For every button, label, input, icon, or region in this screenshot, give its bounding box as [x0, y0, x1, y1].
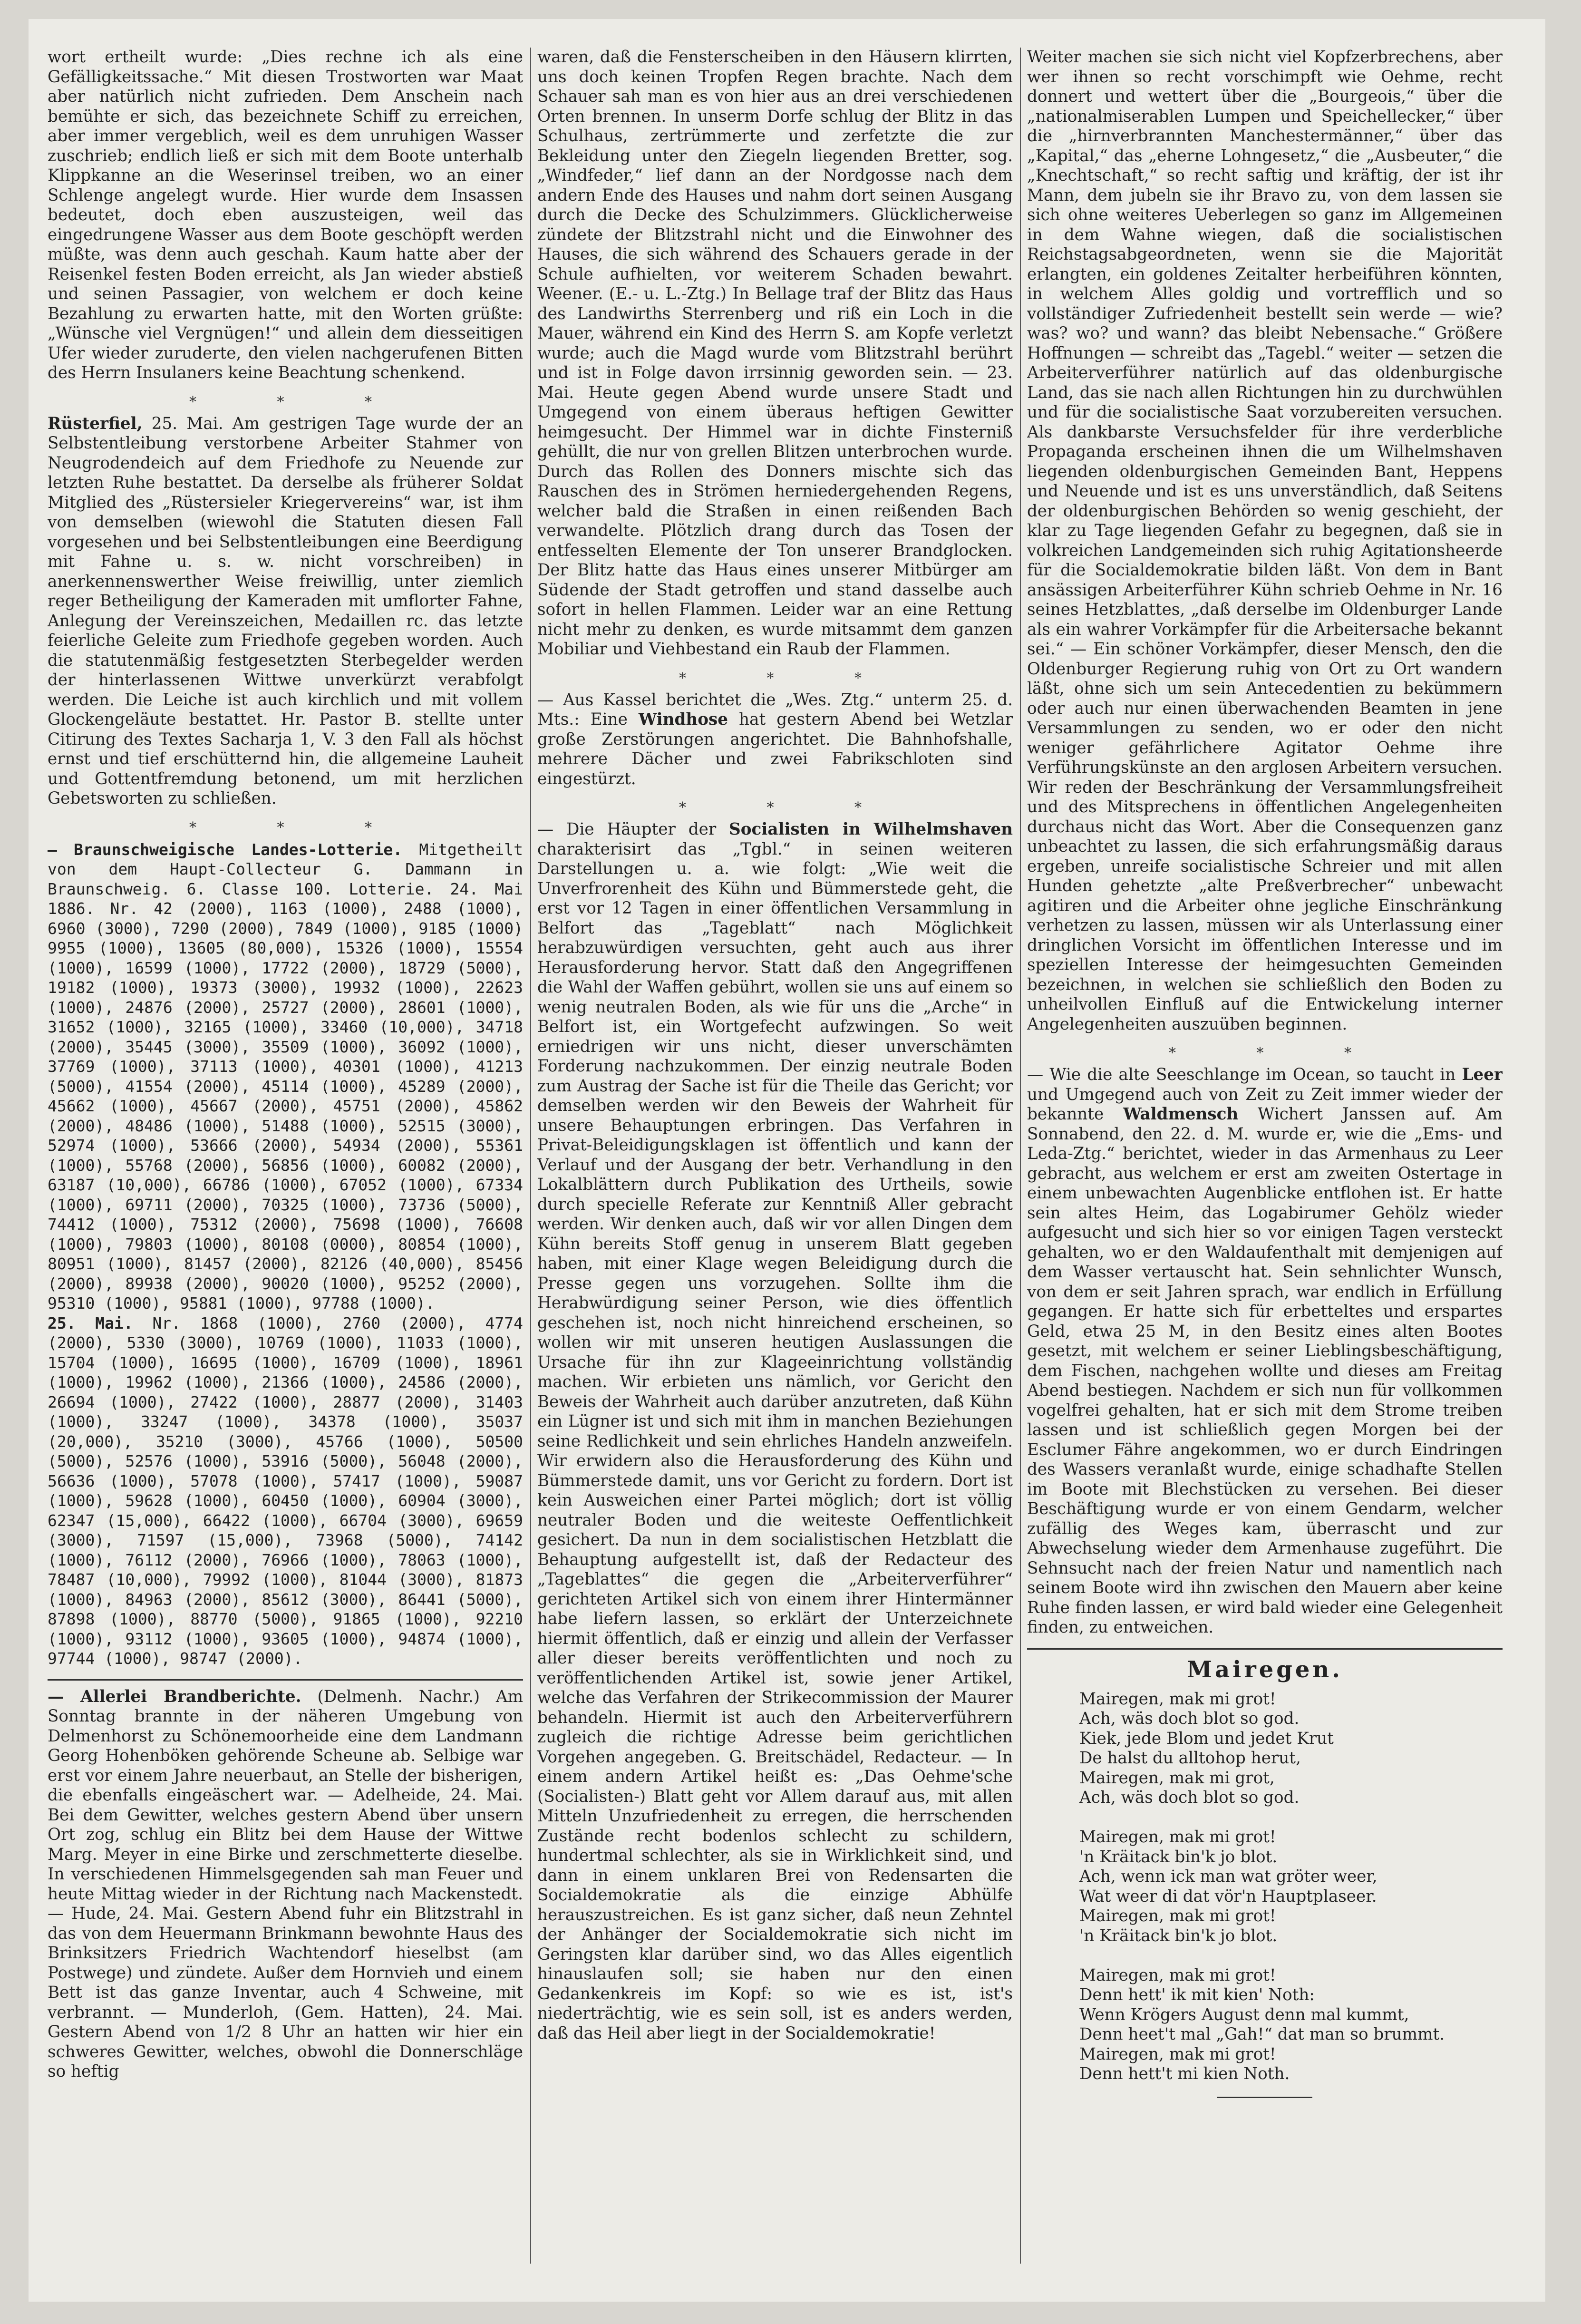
article-headline: Waldmensch: [1123, 1105, 1239, 1124]
section-divider: [48, 1679, 523, 1681]
article-windhose: [537, 690, 1013, 789]
article-headline: Windhose: [638, 710, 728, 729]
article-ruestersiel: [48, 414, 523, 809]
article-fire-reports: [48, 1687, 523, 2082]
section-stars: * * *: [189, 819, 410, 836]
article-text: [48, 1687, 523, 2082]
article-body: 25. Mai. Am gestrigen Tage wurde der an Selbstentleibung verstorbene Arbeiter Stahmer von Neugrodendeich auf dem Friedhofe zu Neuende zur letzten Ruhe bestattet. Da derselbe als früherer Soldat Mitglied des „Rüstersieler Kriegervereins“ war, ist ihm von demselben (wiewohl die Statuten diesen Fall vorgesehen und bei Selbstentleibungen eine Beerdigung mit Fahne u. s. w. nicht vorschreiben) in anerkennenswerther Weise freiwillig, unter ziemlich reger Betheiligung der Kameraden mit umflorter Fahne, Anlegung der Vereinszeichen, Medaillen rc. das letzte feierliche Geleite zum Friedhofe gegeben worden. Auch die statutenmäßig festgesetzten Sterbegelder werden der hinterlassenen Wittwe unverkürzt verabfolgt werden. Die Leiche ist auch kirchlich und mit vollem Glockengeläute bestattet. Hr. Pastor B. stellte unter Citirung des Textes Sacharja 1, V. 3 den Fall als höchst ernst und tief erschütternd hin, die allgemeine Lauheit und Gottentfremdung betonend, um mit herzlichen Gebetsworten zu schließen.: [48, 414, 523, 808]
article-headline: — Allerlei Brandberichte.: [48, 1687, 301, 1706]
article-socialists-cont: [1027, 48, 1503, 1034]
article-headline: — Braunschweigische Landes-Lotterie.: [48, 840, 403, 859]
article-headline: Rüsterfiel,: [48, 414, 143, 433]
column-rule: [530, 48, 531, 2264]
lottery-results-24-may: Mitgetheilt von dem Haupt-Collecteur G. Dammann in Braunschweig. 6. Classe 100. Lotterie. 24. Mai 1886. Nr. 42 (2000), 1163 (1000), 2488 (1000), 6960 (3000), 7290 (2000), 7849 (1000), 9185 (1000) 9955 (1000), 13605 (80,000), 15326 (1000), 15554 (1000), 16599 (1000), 17722 (2000), 18729 (5000), 19182 (1000), 19373 (3000), 19932 (1000), 22623 (1000), 24876 (2000), 25727 (2000), 28601 (1000), 31652 (1000), 32165 (1000), 33460 (10,000), 34718 (2000), 35445 (3000), 35509 (1000), 36092 (1000), 37769 (1000), 37113 (1000), 40301 (1000), 41213 (5000), 41554 (2000), 45114 (1000), 45289 (2000), 45662 (1000), 45667 (2000), 45751 (2000), 45862 (2000), 48486 (1000), 51488 (1000), 52515 (3000), 52974 (1000), 53666 (2000), 54934 (2000), 55361 (1000), 55768 (2000), 56856 (1000), 60082 (2000), 63187 (10,000), 66786 (1000), 67052 (1000), 67334 (1000), 69711 (2000), 70325 (1000), 73736 (5000), 74412 (1000), 75312 (2000), 75698 (1000), 76608 (1000), 79803 (1000), 80108 (0000), 80854 (1000), 80951 (1000), 81457 (2000), 82126 (40,000), 85456 (2000), 89938 (2000), 90020 (1000), 95252 (2000), 95310 (1000), 95881 (1000), 97788 (1000).: [48, 840, 523, 1313]
article-waldmensch: [1027, 1065, 1503, 1638]
article-text: Weiter machen sie sich nicht viel Kopfzerbrechens, aber wer ihnen so recht vorschimpft wie Oehme, recht donnert und wettert über die „Bourgeois,“ über die „nationalmiserablen Lumpen und Speichellecker,“ über die „hirnverbrannten Manchestermänner,“ über das „Kapital,“ das „eherne Lohngesetz,“ die „Ausbeuter,“ die „Knechtschaft,“ so recht saftig und kräftig, der ist ihr Mann, dem jubeln sie ihr Bravo zu, von dem lassen sie sich ohne weiteres Ueberlegen so ganz im Allgemeinen in dem Wahne wiegen, daß die socialistischen Reichstagsabgeordneten, wenn sie die Majorität erlangten, ein goldenes Zeitalter herbeiführen könnten, in welchem Alles goldig und vortrefflich und so vollständiger Zufriedenheit bestellt sein werde — wie? was? wo? und wann? das bleibt Nebensache.“ Größere Hoffnungen — schreibt das „Tagebl.“ weiter — setzen die Arbeiterverführer natürlich auf das oldenburgische Land, das sie nach allen Richtungen hin zu durchwühlen und für die socialistische Saat vorzubereiten versuchen. Als dankbarste Versuchsfelder für ihre verderbliche Propaganda erscheinen ihnen die um Wilhelmshaven liegenden oldenburgischen Gemeinden Bant, Heppens und Neuende und ist es uns unverständlich, daß Seitens der oldenburgischen Behörden so wenig geschieht, der klar zu Tage liegenden Gefahr zu begegnen, daß sie in volkreichen Landgemeinden sich ruhig Agitationsheerde für die Socialdemokratie bilden läßt. Von dem in Bant ansässigen Arbeiterführer Kühn schrieb Oehme in Nr. 16 seines Hetzblattes, „daß derselbe im Oldenburger Lande als ein wahrer Vorkämpfer für die Arbeitersache bekannt sei.“ — Ein schöner Vorkämpfer, dieser Mensch, den die Oldenburger Regierung ruhig von Ort zu Ort wandern läßt, ohne sich um sein Antecedentien zu bekümmern oder auch nur einen überwachenden Beamten in jene Versammlungen zu senden, wo er oder den nicht weniger gefährlichere Agitator Oehme ihre Verführungskünste an den arglosen Arbeitern versuchen. Wir reden der Beschränkung der Versammlungsfreiheit und des Mitsprechens in öffentlichen Angelegenheiten durchaus nicht das Wort. Aber die Consequenzen ganz unbeachtet zu lassen, die sich erfahrungsmäßig daraus ergeben, unreife socialistische Schreier und mit allen Hunden gehetzte „alte Preßverbrecher“ unbewacht agitiren und die Arbeiter ohne jegliche Einschränkung verhetzen zu lassen, müssen wir als Unterlassung einer dringlichen Vorsicht im öffentlichen Interesse und im speziellen Interesse der heimgesuchten Gemeinden bezeichnen, in welchen sie schließlich den Boden zu unheilvollen Einfluß auf die Entwickelung interner Angelegenheiten auszuüben beginnen.: [1027, 48, 1503, 1034]
column-left: [48, 48, 523, 2273]
article-lead: — Wie die alte Seeschlange im Ocean, so taucht in: [1027, 1065, 1462, 1084]
article-lead: — Aus Kassel berichtet die „Wes. Ztg.“ unterm 25. d. Mts.: Eine: [537, 690, 1013, 729]
column-right: [1027, 48, 1503, 2273]
end-rule: [1217, 2097, 1312, 2098]
place-name: Leer: [1462, 1065, 1503, 1084]
article-headline: Socialisten in Wilhelmshaven: [729, 820, 1013, 839]
article-fire-reports-cont: [537, 48, 1013, 660]
article-boat-story: [48, 48, 523, 383]
article-text: waren, daß die Fensterscheiben in den Häusern klirrten, uns doch keinen Tropfen Regen brachte. Nach dem Schauer sah man es von hier aus an drei verschiedenen Orten brennen. In unserm Dorfe schlug der Blitz in das Schulhaus, zertrümmerte und zerfetzte die zur Bekleidung unter den Ziegeln liegenden Bretter, sog. „Windfeder,“ lief dann an der Nordgosse nach dem andern Ende des Hauses und nahm dort seinen Ausgang durch die Decke des Schulzimmers. Glücklicherweise zündete der Blitzstrahl nicht und die Einwohner des Hauses, die sich während des Schauers gerade in der Schule aufhielten, vor weiterem Schaden bewahrt. Weener. (E.- u. L.-Ztg.) In Bellage traf der Blitz das Haus des Landwirths Sterrenberg und riß ein Loch in die Mauer, während ein Kind des Herrn S. am Kopfe verletzt wurde; auch die Magd wurde vom Blitzstrahl berührt und ist in Folge davon irrsinnig geworden sein. — 23. Mai. Heute gegen Abend wurde unsere Stadt und Umgegend von einem überaus heftigen Gewitter heimgesucht. Der Himmel war in dichte Finsterniß gehüllt, die nur von grellen Blitzen unterbrochen wurde. Durch das Rollen des Donners mischte sich das Rauschen des in Strömen herniedergehenden Regens, welcher bald die Straßen in einen reißenden Bach verwandelte. Plötzlich drang durch das Tosen der entfesselten Elemente der Ton unserer Brandglocken. Der Blitz hatte das Haus eines unserer Mitbürger am Südende der Stadt getroffen und stand dasselbe auch sofort in hellen Flammen. Leider war an eine Rettung nicht mehr zu denken, es wurde mitsammt dem ganzen Mobiliar und Viehbestand ein Raub der Flammen.: [537, 48, 1013, 659]
article-text: [537, 690, 1013, 789]
article-body: hat gestern Abend bei Wetzlar große Zerstörungen angerichtet. Die Bahnhofshalle, mehrere Dächer und zwei Fabrikschloten sind eingestürzt.: [537, 710, 1013, 788]
section-stars: * * *: [1168, 1045, 1390, 1061]
lottery-text: [48, 840, 523, 1669]
lottery-date-heading: 25. Mai.: [48, 1313, 133, 1332]
article-text: [48, 414, 523, 809]
poem-mairegen: [1027, 1656, 1503, 2098]
article-socialists: [537, 820, 1013, 2043]
article-body: charakterisirt das „Tgbl.“ in seinen weiteren Darstellungen u. a. wie folgt: „Wie weit die Unverfrorenheit des Kühn und Bümmerstede geht, die erst vor 12 Tagen in einer öffentlichen Versammlung in Belfort das „Tageblatt“ nach Möglichkeit herabzuwürdigen versuchten, geht auch aus ihrer Herausforderung hervor. Statt daß den Angegriffenen die Wahl der Waffen gebührt, wollen sie uns auf einem so wenig neutralen Boden, als wie für uns die „Arche“ in Belfort ist, ein Wortgefecht aufzwingen. So weit erniedrigen wir uns nicht, dieser unverschämten Forderung nachzukommen. Der einzig neutrale Boden zum Austrag der Sache ist für die Theile das Gericht; vor demselben werden wir den Beweis der Wahrheit für unsere Behauptungen erbringen. Das Verfahren in Privat-Beleidigungsklagen ist öffentlich und kann der Verlauf und der Ausgang der betr. Verhandlung in den Lokalblättern durch Publikation des Urtheils, sowie durch specielle Referate zur Kenntniß Aller gebracht werden. Wir denken auch, daß wir vor allen Dingen dem Kühn bereits Stoff genug in unserem Blatt gegeben haben, mit einer Klage wegen Beleidigung durch die Presse gegen uns vorzugehen. Sollte ihm die Herabwürdigung seiner Person, wie dies öffentlich geschehen ist, noch nicht hinreichend erscheinen, so wollen wir mit unseren heutigen Auslassungen die Ursache für ihn zur Klageeinrichtung vollständig machen. Wir erbieten uns nämlich, vor Gericht den Beweis der Wahrheit auch darüber anzutreten, daß Kühn ein Lügner ist und sich mit ihm in manchen Beziehungen seine Redlichkeit und sein ehrliches Handeln anzweifeln. Wir erwidern also die Herausforderung des Kühn und Bümmerstede damit, uns vor Gericht zu fordern. Dort ist kein Ausweichen einer Partei möglich; dort ist völlig neutraler Boden und die weiteste Oeffentlichkeit gesichert. Da nun in dem socialistischen Hetzblatt die Behauptung aufgestellt ist, daß der Redacteur des „Tageblattes“ die gegen die „Arbeiterverführer“ gerichteten Artikel sich von einem ihrer Hintermänner habe liefern lassen, so erklärt der Unterzeichnete hiermit öffentlich, daß er einzig und allein der Verfasser aller dieser bereits veröffentlichten und noch zu veröffentlichenden Artikel ist, sowie jener Artikel, welche das Verfahren der Strikecommission der Maurer behandeln. Hiermit ist auch den Arbeiterverführern zugleich die richtige Adresse beim gerichtlichen Vorgehen angegeben. G. Breitschädel, Redacteur. — In einem andern Artikel heißt es: „Das Oehme'sche (Socialisten-) Blatt geht vor Allem darauf aus, mit allen Mitteln Unzufriedenheit zu erregen, die herrschenden Zustände recht bodenlos schlecht zu schildern, hundertmal schlechter, als sie in Wirklichkeit sind, und dann in einem unklaren Brei von Redensarten die Socialdemokratie als die einzige Abhülfe herauszustreichen. Es ist ganz sicher, daß neun Zehntel der Anhänger der Socialdemokratie sich nicht im Geringsten klar darüber sind, wo das Alles eigentlich hinauslaufen soll; sie haben nur den einen Gedankenkreis im Kopf: so wie es ist, ist's niederträchtig, wie es sein soll, ist es anders werden, daß das Heil aber liegt in der Socialdemokratie!: [537, 839, 1013, 2043]
newspaper-page: [29, 19, 1545, 2302]
article-text: wort ertheilt wurde: „Dies rechne ich als eine Gefälligkeitssache.“ Mit diesen Trostworten war Maat aber natürlich nicht zufrieden. Dem Anschein nach bemühte er sich, das bezeichnete Schiff zu erreichen, aber immer vergeblich, weil es dem unruhigen Wasser zuschrieb; endlich ließ er sich mit dem Boote unterhalb Klippkanne an die Weserinsel treiben, wo an einer Schlenge angelegt wurde. Hier wurde dem Insassen bedeutet, doch eben auszusteigen, weil das eingedrungene Wasser aus dem Boote geschöpft werden müßte, was denn auch geschah. Kaum hatte aber der Reisenkel festen Boden erreicht, als Jan wieder abstieß und seinen Passagier, von welchem er doch keine Bezahlung zu erwarten hatte, mit den Worten grüßte: „Wünsche viel Vergnügen!“ und allein dem diesseitigen Ufer wieder zuruderte, den vielen nachgerufenen Bitten des Herrn Insulaners keine Beachtung schenkend.: [48, 48, 523, 382]
section-stars: * * *: [189, 393, 410, 410]
article-text: [1027, 1065, 1503, 1638]
article-lottery: [48, 840, 523, 1669]
poem-text: Mairegen, mak mi grot! Ach, wäs doch blot so god. Kiek, jede Blom und jedet Krut De halst du alltohop herut, Mairegen, mak mi grot, Ach, wäs doch blot so god. Mairegen, mak mi grot! 'n Kräitack bin'k jo blot. Ach, wenn ick man wat gröter weer, Wat weer di dat vör'n Hauptplaseer. Mairegen, mak mi grot! 'n Kräitack bin'k jo blot. Mairegen, mak mi grot! Denn hett' ik mit kien' Noth: Wenn Krögers August denn mal kummt, Denn heet't mal „Gah!“ dat man so brummt. Mairegen, mak mi grot! Denn hett't mi kien Noth.: [1079, 1689, 1445, 2083]
article-body: (Delmenh. Nachr.) Am Sonntag brannte in der näheren Umgebung von Delmenhorst zu Schönemoorheide eine dem Landmann Georg Hohenböken gehörende Scheune ab. Selbige war erst vor einem Jahre neuerbaut, an Stelle der bisherigen, die ebenfalls eingeäschert war. — Adelheide, 24. Mai. Bei dem Gewitter, welches gestern Abend über unsern Ort zog, schlug ein Blitz bei dem Hause der Wittwe Marg. Meyer in eine Birke und zerschmetterte dieselbe. In verschiedenen Himmelsgegenden sah man Feuer und heute Mittag wieder in der Richtung nach Mackenstedt. — Hude, 24. Mai. Gestern Abend fuhr ein Blitzstrahl in das von dem Heuermann Brinkmann bewohnte Haus des Brinksitzers Friedrich Wachtendorf hieselbst (am Postwege) und zündete. Außer dem Hornvieh und einem Bett ist das ganze Inventar, auch 4 Schweine, mit verbrannt. — Munderloh, (Gem. Hatten), 24. Mai. Gestern Abend von 1/2 8 Uhr an hatten wir hier ein schweres Gewitter, welches, obwohl die Donnerschläge so heftig: [48, 1687, 523, 2081]
section-stars: * * *: [679, 670, 900, 687]
column-middle: [537, 48, 1013, 2273]
poem-title: Mairegen.: [1186, 1656, 1343, 1683]
section-divider: [1027, 1648, 1503, 1650]
article-body: Wichert Janssen auf. Am Sonnabend, den 22. d. M. wurde er, wie die „Ems- und Leda-Ztg.“ berichtet, wieder in das Armenhaus zu Leer gebracht, aus welchem er erst am zweiten Ostertage in einem unbewachten Augenblicke entflohen ist. Er hatte sein altes Heim, das Logabirumer Gehölz wieder aufgesucht und sich hier so vor einigen Tagen versteckt gehalten, wo er den Waldaufenthalt mit demjenigen auf dem Wasser vertauscht hat. Sein sehnlichter Wunsch, von dem er seit Jahren sprach, war endlich in Erfüllung gegangen. Er hatte sich für erbetteltes und erspartes Geld, etwa 25 M, in den Besitz eines alten Bootes gesetzt, mit welchem er seiner Lieblingsbeschäftigung, dem Fischen, nachgehen wollte und dieses am Freitag Abend bestiegen. Nachdem er sich nun für vollkommen vogelfrei gehalten, hat er sich mit dem Strome treiben lassen und ist schließlich gegen Morgen bei der Esclumer Fähre angekommen, wo er durch Eindringen des Wassers veranlaßt wurde, einige schadhafte Stellen im Boote mit Blechstücken zu versehen. Bei dieser Beschäftigung wurde er von einem Gendarm, welcher zufällig des Weges kam, überrascht und zur Abwechselung wieder dem Armenhause zugeführt. Die Sehnsucht nach der freien Natur und namentlich nach seinem Boote wird ihn zwischen den Mauern aber keine Ruhe finden lassen, er wird bald wieder eine Gelegenheit finden, zu entweichen.: [1027, 1105, 1503, 1637]
section-stars: * * *: [679, 799, 900, 816]
article-text: [537, 820, 1013, 2043]
article-lead-cont: und Umgegend auch von Zeit zu Zeit immer wieder der bekannte: [1027, 1085, 1503, 1124]
column-rule: [1020, 48, 1021, 2264]
article-lead: — Die Häupter der: [537, 820, 729, 839]
lottery-results-25-may: Nr. 1868 (1000), 2760 (2000), 4774 (2000), 5330 (3000), 10769 (1000), 11033 (1000), 15704 (1000), 16695 (1000), 16709 (1000), 18961 (1000), 19962 (1000), 21366 (1000), 24586 (2000), 26694 (1000), 27422 (1000), 28877 (2000), 31403 (1000), 33247 (1000), 34378 (1000), 35037 (20,000), 35210 (3000), 45766 (1000), 50500 (5000), 52576 (1000), 53916 (5000), 56048 (2000), 56636 (1000), 57078 (1000), 57417 (1000), 59087 (1000), 59628 (1000), 60450 (1000), 60904 (3000), 62347 (15,000), 66422 (1000), 66704 (3000), 69659 (3000), 71597 (15,000), 73968 (5000), 74142 (1000), 76112 (2000), 76966 (1000), 78063 (1000), 78487 (10,000), 79992 (1000), 81044 (3000), 81873 (1000), 84963 (2000), 85612 (3000), 86441 (5000), 87898 (1000), 88770 (5000), 91865 (1000), 92210 (1000), 93112 (1000), 93605 (1000), 94874 (1000), 97744 (1000), 98747 (2000).: [48, 1313, 523, 1668]
